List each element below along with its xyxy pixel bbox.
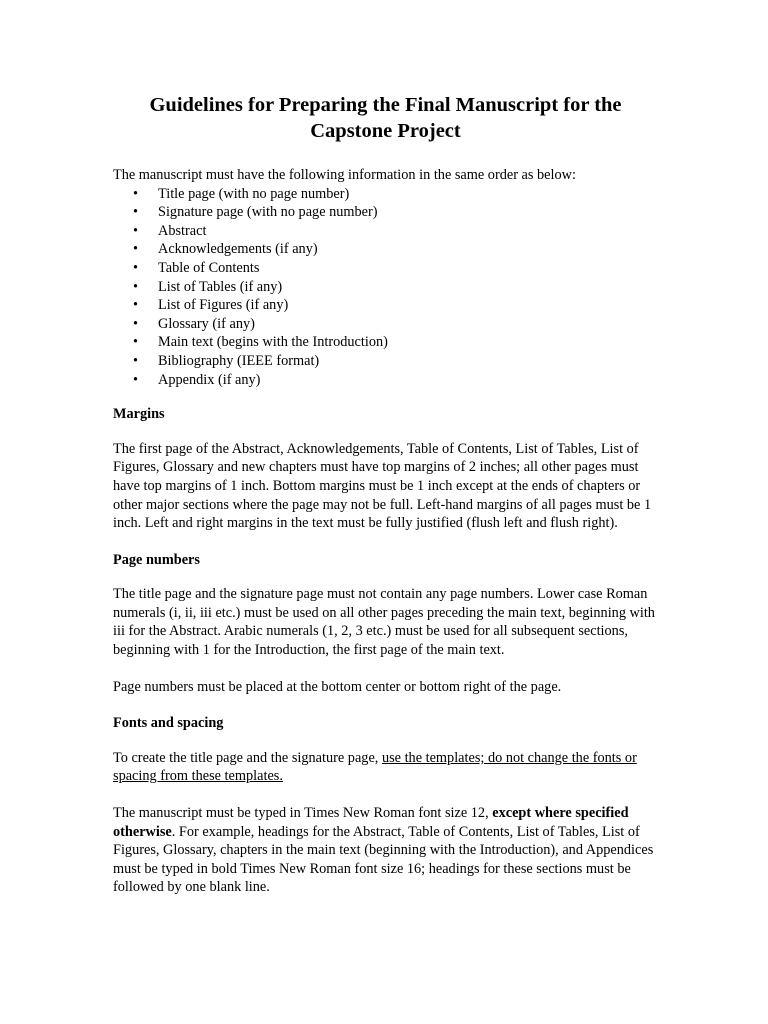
list-item <box>113 333 658 352</box>
bullet-icon: • <box>133 185 139 202</box>
bullet-icon: • <box>133 352 139 369</box>
list-item-label: Signature page (with no page number) <box>158 204 378 221</box>
bullet-icon: • <box>133 204 139 221</box>
list-item <box>113 352 658 371</box>
list-item-label: Bibliography (IEEE format) <box>158 352 320 369</box>
manuscript-order-list <box>113 185 658 390</box>
list-item <box>113 240 658 259</box>
bullet-icon: • <box>133 259 139 276</box>
font-size-paragraph <box>113 804 658 897</box>
list-item-label: Acknowledgements (if any) <box>158 241 318 258</box>
fonts-spacing-heading: Fonts and spacing <box>113 715 224 732</box>
font-size-lead-text: The manuscript must be typed in Times New Roman font size 12, <box>113 805 493 822</box>
font-size-rest-text: . For example, headings for the Abstract, Table of Contents, List of Tables, List of Figures, Glossary, chapters in the main text (beginning with the Introduction), and Appendices must be typed in bold Times New Roman font size 16; headings for these sections must be followed by one blank line. <box>113 823 654 896</box>
templates-paragraph <box>113 749 658 786</box>
document-page <box>113 92 658 915</box>
bullet-icon: • <box>133 222 139 239</box>
list-item-label: Table of Contents <box>158 259 260 276</box>
list-item-label: Title page (with no page number) <box>158 185 350 202</box>
list-item <box>113 185 658 204</box>
bullet-icon: • <box>133 315 139 332</box>
bullet-icon: • <box>133 278 139 295</box>
list-item-label: List of Tables (if any) <box>158 278 283 295</box>
list-item <box>113 296 658 315</box>
font-size-bold-text: except where specified otherwise <box>113 805 629 840</box>
margins-heading: Margins <box>113 406 165 423</box>
intro-paragraph: The manuscript must have the following information in the same order as below: <box>113 167 576 183</box>
page-numbers-paragraph-1: The title page and the signature page must not contain any page numbers. Lower case Roman numerals (i, ii, iii etc.) must be used on all other pages preceding the main text, beginning with iii for the Abstract. Arabic numerals (1, 2, 3 etc.) must be used for all subsequent sections, beginning with 1 for the Introduction, the first page of the main text. <box>113 586 655 659</box>
margins-paragraph: The first page of the Abstract, Acknowledgements, Table of Contents, List of Tables, List of Figures, Glossary and new chapters must have top margins of 2 inches; all other pages must have top margins of 1 inch. Bottom margins must be 1 inch except at the ends of chapters or other major sections where the page may not be full. Left-hand margins of all pages must be 1 inch. Left and right margins in the text must be fully justified (flush left and flush right). <box>113 440 652 532</box>
page-numbers-heading: Page numbers <box>113 551 200 568</box>
list-item <box>113 203 658 222</box>
document-title: Guidelines for Preparing the Final Manuscript for the Capstone Project <box>149 94 622 142</box>
list-item-label: Glossary (if any) <box>158 315 255 332</box>
list-item-label: List of Figures (if any) <box>158 297 289 314</box>
templates-lead-text: To create the title page and the signature page, <box>113 749 382 766</box>
list-item <box>113 278 658 297</box>
templates-underlined-text: use the templates; do not change the fonts or spacing from these templates. <box>113 749 637 785</box>
bullet-icon: • <box>133 297 139 314</box>
bullet-icon: • <box>133 241 139 258</box>
list-item <box>113 315 658 334</box>
list-item <box>113 259 658 278</box>
list-item <box>113 371 658 390</box>
list-item-label: Abstract <box>158 222 207 239</box>
page-numbers-paragraph-2: Page numbers must be placed at the bottom center or bottom right of the page. <box>113 678 562 695</box>
list-item-label: Main text (begins with the Introduction) <box>158 334 388 351</box>
list-item-label: Appendix (if any) <box>158 371 261 388</box>
bullet-icon: • <box>133 334 139 351</box>
list-item <box>113 222 658 241</box>
bullet-icon: • <box>133 371 139 388</box>
